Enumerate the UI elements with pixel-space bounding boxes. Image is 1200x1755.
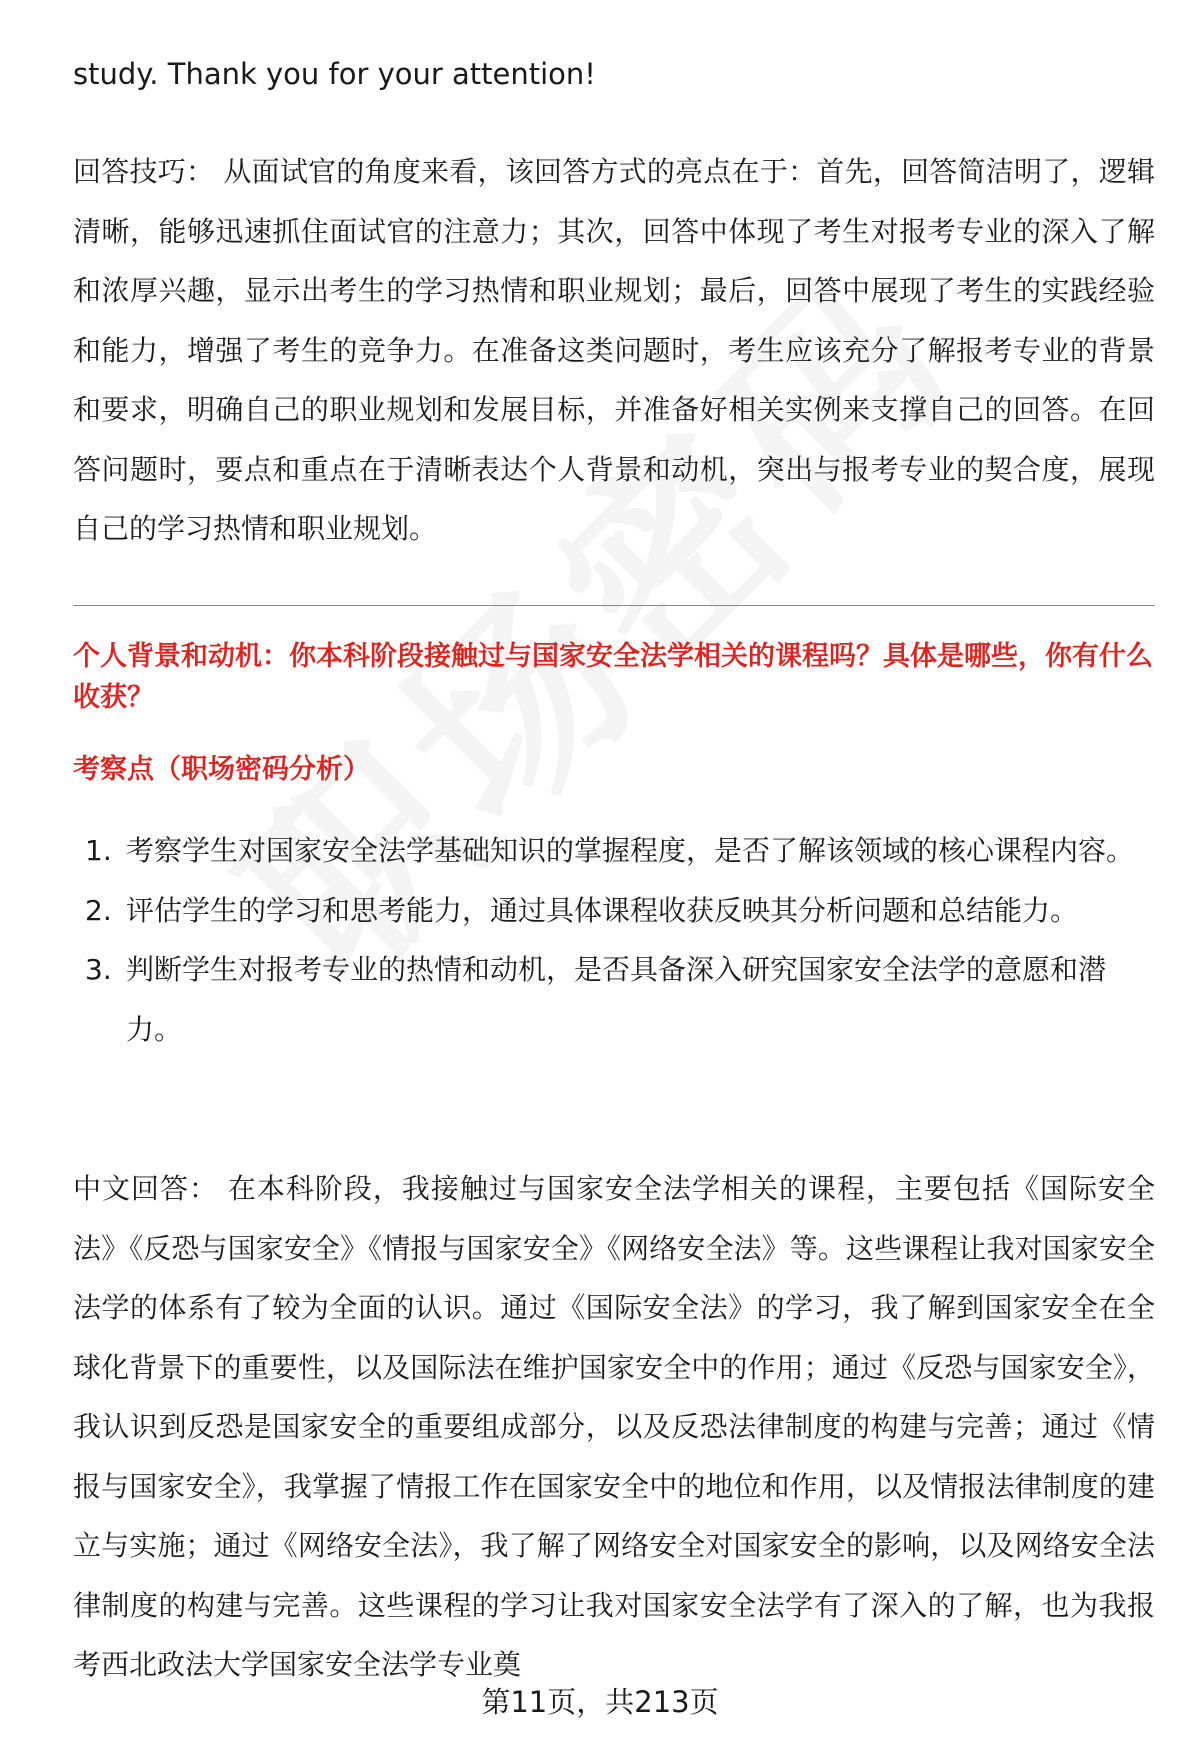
kaocha-heading: 考察点（职场密码分析） <box>73 754 370 785</box>
tips-text: 从面试官的角度来看，该回答方式的亮点在于：首先，回答简洁明了，逻辑清晰，能够迅速抓住面试官的注意力；其次，回答中体现了考生对报考专业的深入了解和浓厚兴趣，显示出考生的学习热情和职业规划；最后，回答中展现了考生的实践经验和能力，增强了考生的竞争力。在准备这类问题时，考生应该充分了解报考专业的背景和要求，明确自己的职业规划和发展目标，并准备好相关实例来支撑自己的回答。在回答问题时，要点和重点在于清晰表达个人背景和动机，突出与报考专业的契合度，展现自己的学习热情和职业规划。 <box>73 155 1155 545</box>
list-item <box>73 821 1155 881</box>
question-heading: 个人背景和动机：你本科阶段接触过与国家安全法学相关的课程吗？具体是哪些，你有什么收获？ <box>73 641 1153 713</box>
list-item-text: 评估学生的学习和思考能力，通过具体课程收获反映其分析问题和总结能力。 <box>126 893 1079 927</box>
answer-text: 在本科阶段，我接触过与国家安全法学相关的课程，主要包括《国际安全法》《反恐与国家安全》《情报与国家安全》《网络安全法》等。这些课程让我对国家安全法学的体系有了较为全面的认识。通过《国际安全法》的学习，我了解到国家安全在全球化背景下的重要性，以及国际法在维护国家安全中的作用；通过《反恐与国家安全》，我认识到反恐是国家安全的重要组成部分，以及反恐法律制度的构建与完善；通过《情报与国家安全》，我掌握了情报工作在国家安全中的地位和作用，以及情报法律制度的建立与实施；通过《网络安全法》，我了解了网络安全对国家安全的影响，以及网络安全法律制度的构建与完善。这些课程的学习让我对国家安全法学有了深入的了解，也为我报考西北政法大学国家安全法学专业奠 <box>73 1172 1155 1681</box>
tips-paragraph <box>73 142 1155 559</box>
list-item-text: 考察学生对国家安全法学基础知识的掌握程度，是否了解该领域的核心课程内容。 <box>126 834 1135 867</box>
continued-text-line: study. Thank you for your attention! <box>73 57 596 91</box>
list-item <box>73 881 1155 941</box>
list-item-number: 2. <box>85 893 112 927</box>
page-number-footer: 第11页，共213页 <box>481 1685 719 1719</box>
list-item-number: 3. <box>85 953 112 986</box>
list-item <box>73 940 1155 1059</box>
section-divider <box>73 605 1155 606</box>
tips-label: 回答技巧： <box>73 155 215 188</box>
list-item-number: 1. <box>85 834 112 867</box>
kaocha-list <box>73 821 1155 1059</box>
answer-paragraph <box>73 1159 1155 1695</box>
list-item-text: 判断学生对报考专业的热情和动机，是否具备深入研究国家安全法学的意愿和潜力。 <box>126 953 1107 1046</box>
answer-label: 中文回答： <box>73 1172 219 1205</box>
